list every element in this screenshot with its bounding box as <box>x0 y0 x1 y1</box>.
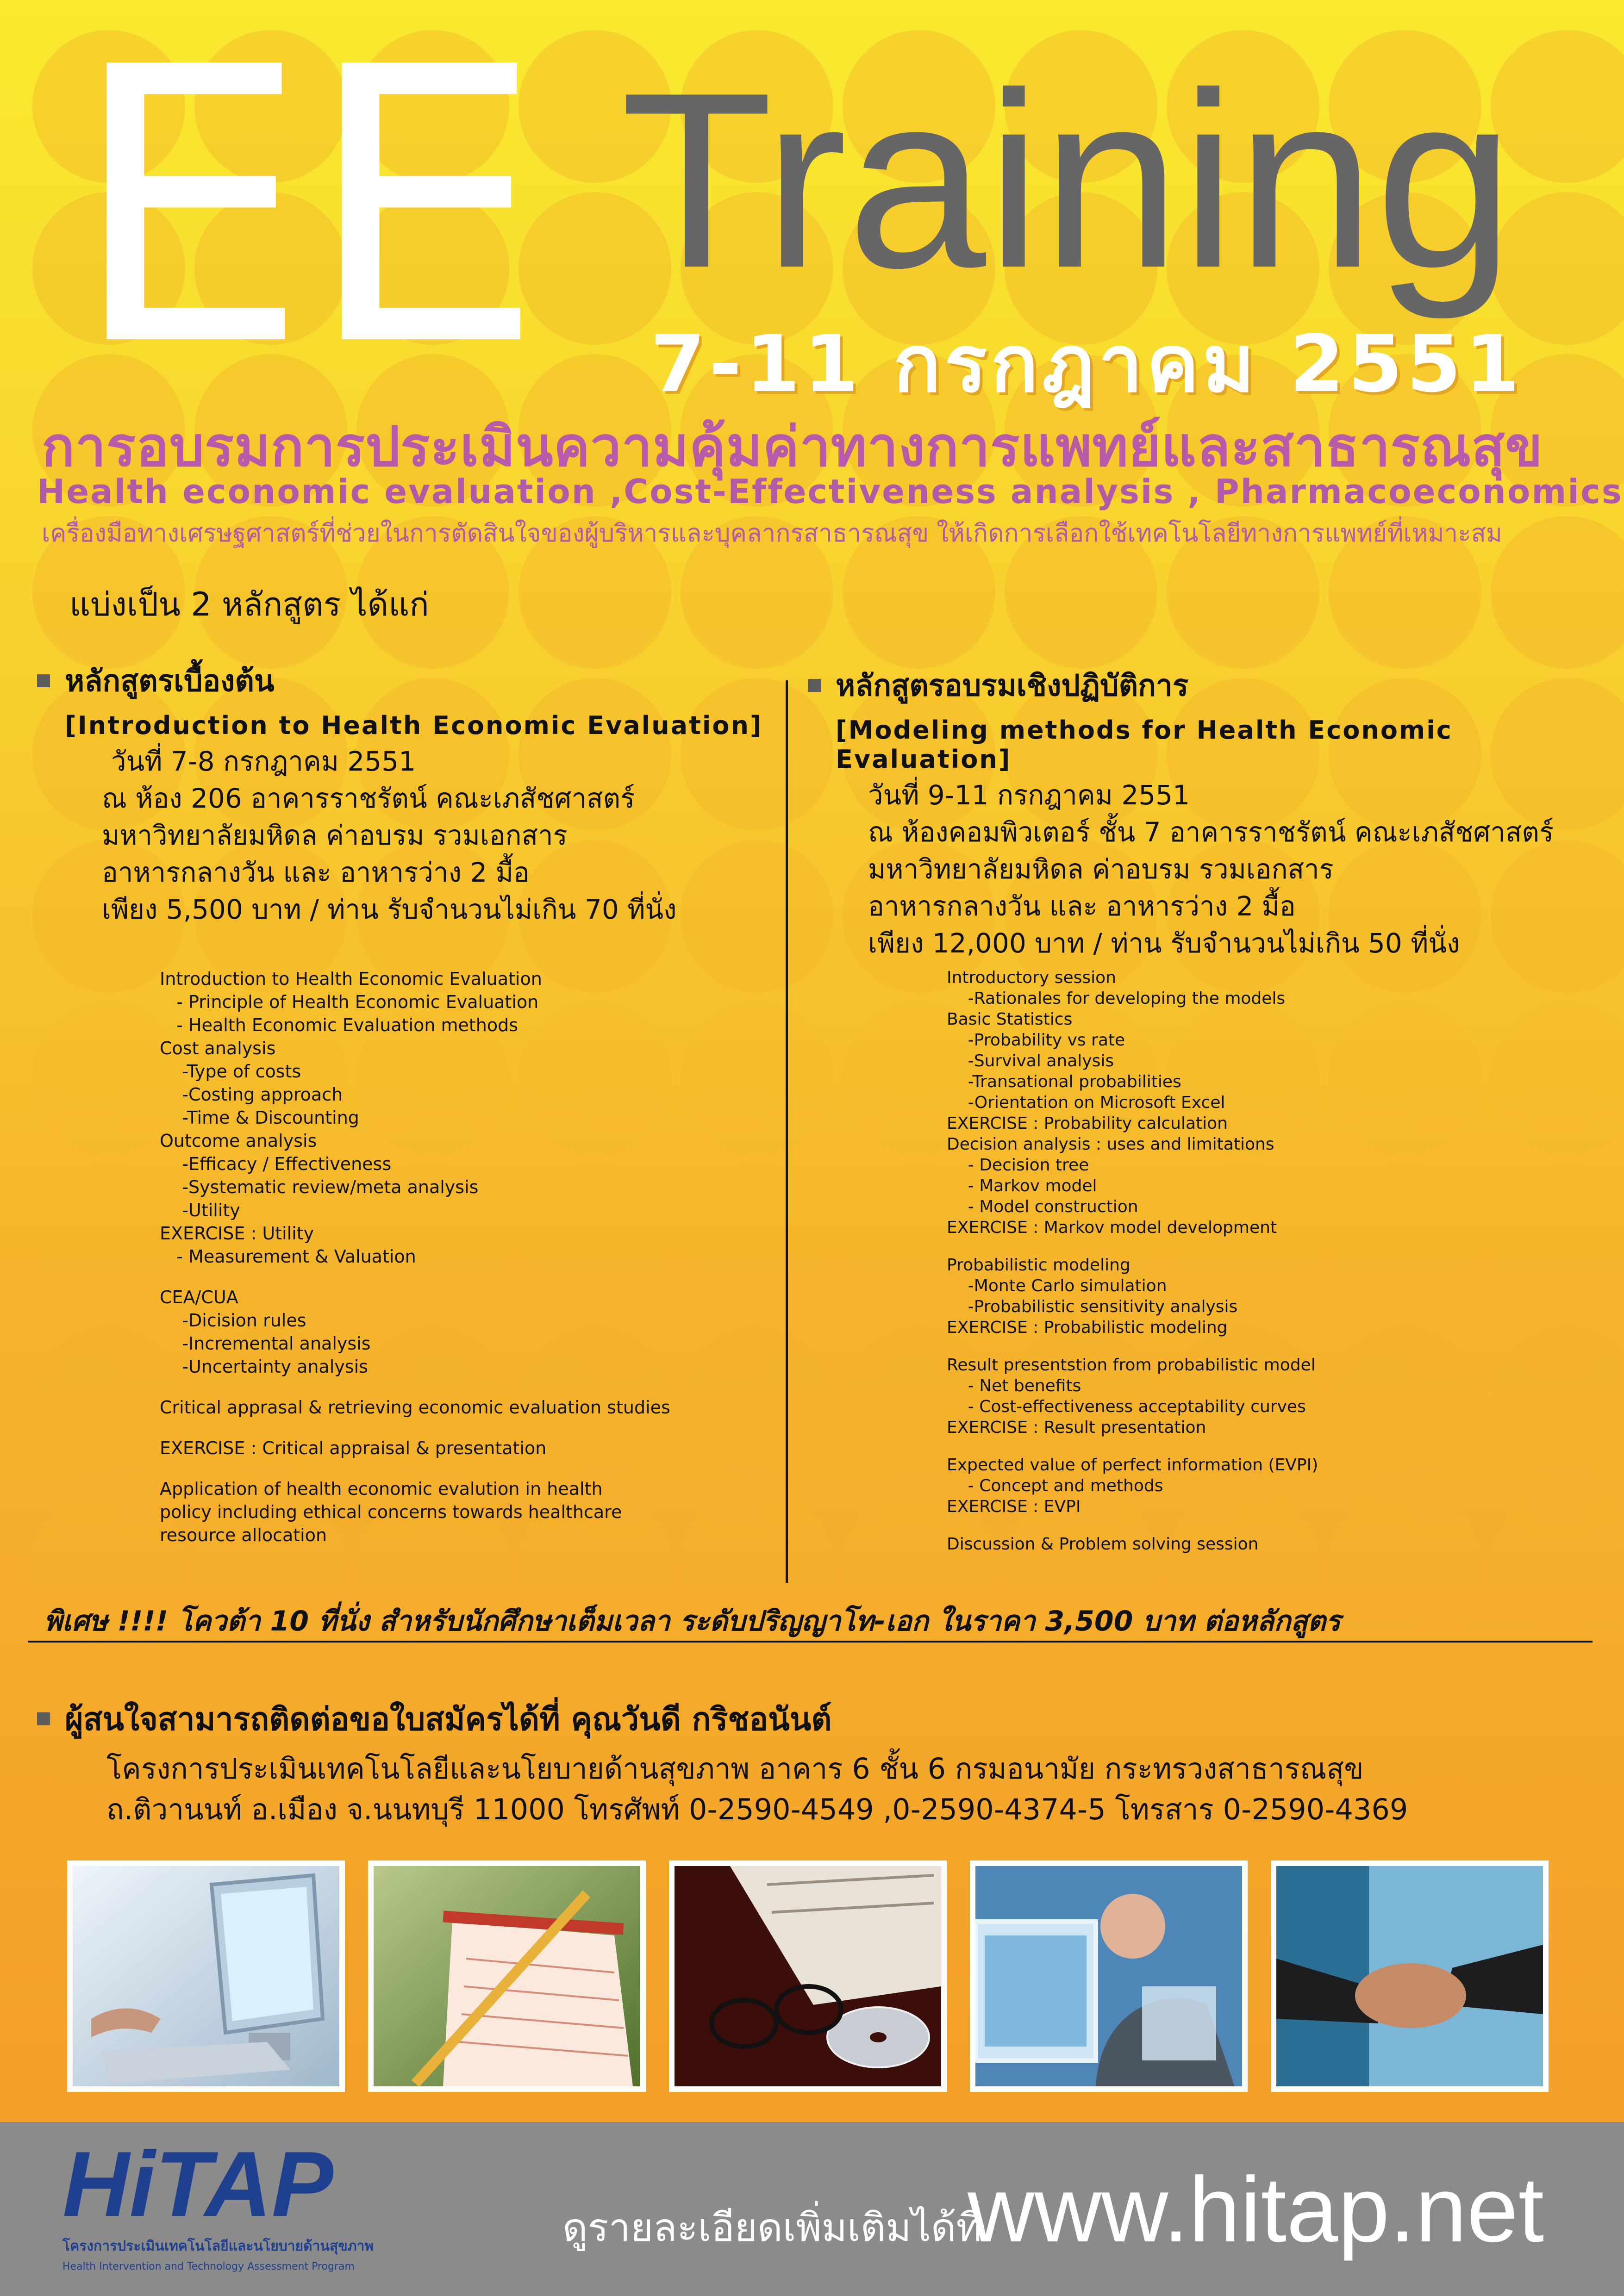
hitap-logo-thai: โครงการประเมินเทคโนโลยีและนโยบายด้านสุขภาพ <box>62 2238 374 2254</box>
outline-line: Critical apprasal & retrieving economic evaluation studies <box>160 1397 670 1418</box>
outline-line: -Rationales for developing the models <box>947 989 1286 1008</box>
outline-line: Probabilistic modeling <box>947 1256 1131 1275</box>
outline-line: -Uncertainty analysis <box>160 1356 368 1377</box>
thai-course-title: การอบรมการประเมินความคุ้มค่าทางการแพทย์และสาธารณสุข <box>42 415 1543 479</box>
outline-line: Basic Statistics <box>947 1010 1073 1029</box>
course-workshop-outline <box>947 967 1318 1555</box>
outline-line: EXERCISE : Result presentation <box>947 1418 1206 1437</box>
course-workshop-university: มหาวิทยาลัยมหิดล ค่าอบรม รวมเอกสาร <box>868 853 1334 885</box>
outline-line <box>160 1268 670 1286</box>
website-link[interactable]: www.hitap.net <box>968 2158 1544 2261</box>
outline-line: Introduction to Health Economic Evaluation <box>160 969 542 989</box>
outline-line: Discussion & Problem solving session <box>947 1535 1259 1554</box>
background-circle <box>1491 1164 1624 1317</box>
outline-line: -Orientation on Microsoft Excel <box>947 1093 1225 1112</box>
outline-line: EXERCISE : Probabilistic modeling <box>947 1318 1228 1337</box>
outline-line: Decision analysis : uses and limitations <box>947 1135 1274 1154</box>
outline-line: - Measurement & Valuation <box>160 1246 416 1267</box>
course-workshop-venue: ณ ห้องคอมพิวเตอร์ ชั้น 7 อาคารราชรัตน์ คณะเภสัชศาสตร์ <box>868 816 1554 848</box>
outline-line: policy including ethical concerns towards healthcare <box>160 1502 622 1522</box>
outline-line: CEA/CUA <box>160 1287 238 1307</box>
outline-line: - Cost-effectiveness acceptability curves <box>947 1397 1306 1416</box>
background-circle <box>681 1326 833 1479</box>
course-workshop-subtitle: [Modeling methods for Health Economic Evaluation] <box>836 716 1453 774</box>
outline-line <box>947 1438 1318 1455</box>
outline-line <box>160 1460 670 1477</box>
course-basic-price: เพียง 5,500 บาท / ท่าน รับจำนวนไม่เกิน 70 ที่นั่ง <box>102 894 677 925</box>
course-basic-subtitle: [Introduction to Health Economic Evaluation] <box>65 711 763 740</box>
course-basic-date: วันที่ 7-8 กรกฎาคม 2551 <box>111 746 416 777</box>
outline-line: -Efficacy / Effectiveness <box>160 1154 392 1174</box>
background-circle <box>681 1488 833 1583</box>
background-circle <box>1491 1002 1624 1155</box>
outline-line <box>160 1419 670 1437</box>
outline-line: Cost analysis <box>160 1038 276 1058</box>
hitap-logo <box>62 2133 374 2272</box>
course-basic-venue: ณ ห้อง 206 อาคารราชรัตน์ คณะเภสัชศาสตร์ <box>102 783 635 814</box>
outline-line: EXERCISE : Probability calculation <box>947 1114 1228 1133</box>
outline-line: EXERCISE : Markov model development <box>947 1218 1277 1237</box>
outline-line: -Probabilistic sensitivity analysis <box>947 1297 1238 1316</box>
background-circle <box>1491 516 1624 669</box>
column-divider <box>786 680 788 1583</box>
photo-man-at-computer <box>970 1860 1248 2092</box>
outline-line: -Time & Discounting <box>160 1108 359 1128</box>
training-title: Training <box>620 41 1514 320</box>
background-circle <box>1329 1164 1481 1317</box>
outline-line: - Concept and methods <box>947 1476 1163 1495</box>
outline-line: - Health Economic Evaluation methods <box>160 1015 518 1035</box>
outline-line: Outcome analysis <box>160 1131 317 1151</box>
contact-address: โครงการประเมินเทคโนโลยีและนโยบายด้านสุขภาพ อาคาร 6 ชั้น 6 กรมอนามัย กระทรวงสาธารณสุข <box>106 1752 1364 1786</box>
outline-line: - Decision tree <box>947 1156 1089 1175</box>
more-info-label: ดูรายละเอียดเพิ่มเติมได้ที่ <box>562 2205 982 2250</box>
outline-line: -Utility <box>160 1200 240 1220</box>
background-circle <box>1329 1326 1481 1479</box>
square-bullet-icon <box>808 679 821 692</box>
outline-line: -Type of costs <box>160 1061 301 1082</box>
background-circle <box>1491 1326 1624 1479</box>
background-circle <box>1491 1488 1624 1583</box>
outline-line <box>160 1378 670 1396</box>
photo-handshake <box>1271 1860 1549 2092</box>
ee-title: EE <box>69 0 540 429</box>
course-basic-meals: อาหารกลางวัน และ อาหารว่าง 2 มื้อ <box>102 857 530 888</box>
event-date: 7-11 กรกฎาคม 2551 <box>650 318 1524 410</box>
course-basic-outline <box>160 967 670 1547</box>
course-workshop <box>808 662 1624 962</box>
course-workshop-date: วันที่ 9-11 กรกฎาคม 2551 <box>868 779 1190 811</box>
outline-line: -Transational probabilities <box>947 1072 1181 1091</box>
contact-phone: ถ.ติวานนท์ อ.เมือง จ.นนทบุรี 11000 โทรศัพท์ 0-2590-4549 ,0-2590-4374-5 โทรสาร 0-2590-4369 <box>106 1792 1408 1826</box>
outline-line: Result presentstion from probabilistic model <box>947 1356 1316 1375</box>
outline-line: -Dicision rules <box>160 1310 306 1331</box>
outline-line: -Survival analysis <box>947 1052 1114 1070</box>
course-workshop-meals: อาหารกลางวัน และ อาหารว่าง 2 มื้อ <box>868 890 1296 922</box>
background-circle <box>1329 1002 1481 1155</box>
square-bullet-icon <box>37 674 50 687</box>
course-basic-university: มหาวิทยาลัยมหิดล ค่าอบรม รวมเอกสาร <box>102 820 568 851</box>
intro-line: แบ่งเป็น 2 หลักสูตร ได้แก่ <box>69 585 429 623</box>
outline-line: -Incremental analysis <box>160 1333 371 1354</box>
square-bullet-icon <box>37 1712 50 1725</box>
outline-line: - Principle of Health Economic Evaluation <box>160 992 539 1012</box>
course-basic-title: หลักสูตรเบื้องต้น <box>65 664 275 698</box>
photo-glasses-cd <box>669 1860 947 2092</box>
background-circle <box>681 1002 833 1155</box>
english-subtitle: Health economic evaluation ,Cost-Effectiveness analysis , Pharmacoeconomics <box>37 472 1623 511</box>
outline-line: -Systematic review/meta analysis <box>160 1177 479 1197</box>
outline-line: EXERCISE : EVPI <box>947 1497 1081 1516</box>
outline-line: -Costing approach <box>160 1084 343 1105</box>
hitap-logo-wordmark: HiTAP <box>62 2133 334 2236</box>
outline-line: -Monte Carlo simulation <box>947 1276 1167 1295</box>
outline-line: EXERCISE : Utility <box>160 1223 314 1244</box>
photo-computer-typing <box>67 1860 345 2092</box>
hitap-logo-english: Health Intervention and Technology Assessment Program <box>62 2261 355 2272</box>
outline-line: Application of health economic evalution in health <box>160 1479 603 1499</box>
photo-notepad-pencil <box>368 1860 646 2092</box>
outline-line: - Model construction <box>947 1197 1138 1216</box>
outline-line <box>947 1517 1318 1534</box>
contact-section <box>37 1694 1408 1830</box>
outline-line: - Net benefits <box>947 1376 1081 1395</box>
thai-description: เครื่องมือทางเศรษฐศาสตร์ที่ช่วยในการตัดสินใจของผู้บริหารและบุคลากรสาธารณสุข ให้เกิดการเลือกใช้เทคโนโลยีทางการแพทย์ที่เหมาะสม <box>42 519 1502 548</box>
background-circle <box>681 1164 833 1317</box>
outline-line: -Probability vs rate <box>947 1031 1125 1050</box>
background-circle <box>1329 1488 1481 1583</box>
outline-line <box>947 1238 1318 1255</box>
course-basic <box>37 657 763 928</box>
contact-title: ผู้สนใจสามารถติดต่อขอใบสมัครได้ที่ คุณวันดี กริชอนันต์ <box>65 1701 832 1738</box>
special-offer-underline <box>28 1641 1593 1643</box>
outline-line: resource allocation <box>160 1525 327 1545</box>
outline-line: Expected value of perfect information (EVPI) <box>947 1456 1318 1475</box>
outline-line: - Markov model <box>947 1176 1097 1195</box>
course-workshop-price: เพียง 12,000 บาท / ท่าน รับจำนวนไม่เกิน 50 ที่นั่ง <box>868 927 1460 959</box>
outline-line <box>947 1338 1318 1355</box>
course-workshop-title: หลักสูตรอบรมเชิงปฏิบัติการ <box>836 669 1189 703</box>
special-offer: พิเศษ !!!! โควต้า 10 ที่นั่ง สำหรับนักศึกษาเต็มเวลา ระดับปริญญาโท-เอก ในราคา 3,500 บาท ต่อหลักสูตร <box>44 1605 1341 1637</box>
outline-line: EXERCISE : Critical appraisal & presentation <box>160 1438 547 1458</box>
outline-line: Introductory session <box>947 968 1116 987</box>
